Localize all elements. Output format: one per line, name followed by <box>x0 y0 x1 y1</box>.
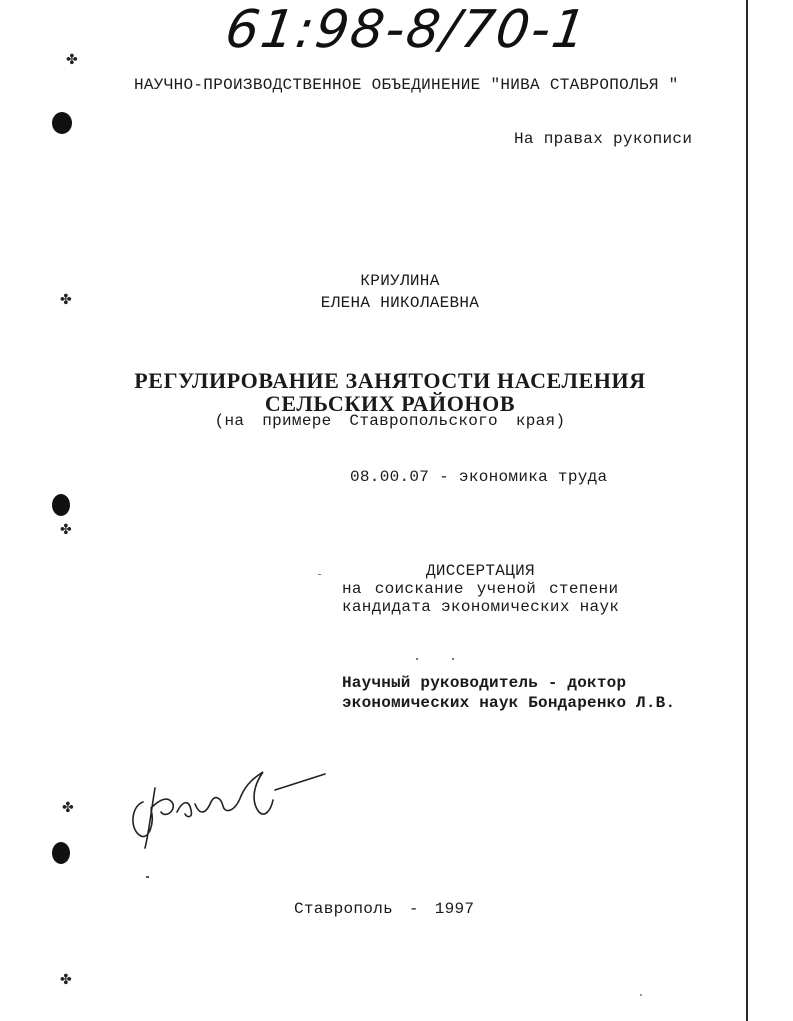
dissertation-heading: ДИССЕРТАЦИЯ <box>426 562 535 580</box>
page-edge-line <box>746 0 748 1021</box>
punch-mark-icon: ✤ <box>60 522 72 538</box>
author-signature <box>125 752 335 852</box>
scan-speck <box>318 574 321 575</box>
rights-note: На правах рукописи <box>514 130 693 148</box>
scan-speck <box>452 658 454 660</box>
thesis-subtitle: (на примере Ставропольского края) <box>214 412 566 430</box>
punch-mark-icon: ✤ <box>60 292 72 308</box>
punch-mark-icon: ✤ <box>66 52 78 68</box>
punch-hole-icon <box>52 112 72 134</box>
place-year: Ставрополь - 1997 <box>294 900 475 918</box>
punch-hole-icon <box>52 842 70 864</box>
dissertation-degree-line1: на соискание ученой степени <box>342 580 619 598</box>
organization-header: НАУЧНО-ПРОИЗВОДСТВЕННОЕ ОБЪЕДИНЕНИЕ "НИВА СТАВРОПОЛЬЯ " <box>134 76 679 94</box>
author-surname: КРИУЛИНА <box>360 272 440 290</box>
punch-mark-icon: ✤ <box>60 972 72 988</box>
scan-speck <box>640 994 642 996</box>
dissertation-degree-line2: кандидата экономических наук <box>342 598 620 616</box>
specialty-code: 08.00.07 - экономика труда <box>350 468 608 486</box>
scan-speck <box>146 876 149 878</box>
thesis-title-line1: РЕГУЛИРОВАНИЕ ЗАНЯТОСТИ НАСЕЛЕНИЯ <box>134 368 646 393</box>
punch-hole-icon <box>52 494 70 516</box>
author-given-names: ЕЛЕНА НИКОЛАЕВНА <box>320 294 480 312</box>
punch-mark-icon: ✤ <box>62 800 74 816</box>
supervisor-line2: экономических наук Бондаренко Л.В. <box>342 694 676 712</box>
supervisor-line1: Научный руководитель - доктор <box>342 674 627 692</box>
archive-code: 61:98-8/70-1 <box>221 0 592 60</box>
scan-speck <box>416 658 418 660</box>
thesis-title-line2: СЕЛЬСКИХ РАЙОНОВ <box>264 391 516 416</box>
